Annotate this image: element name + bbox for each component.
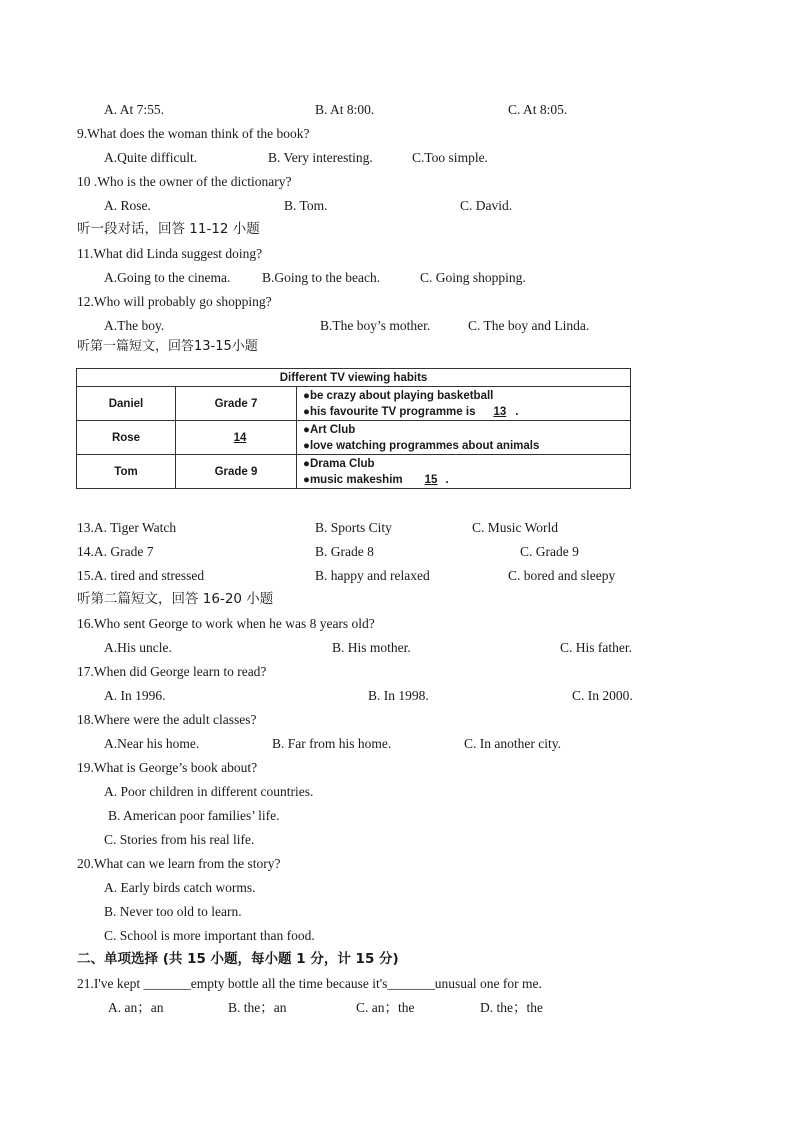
bullet-text: ●Art Club: [303, 423, 356, 436]
q8-option-b: B. At 8:00.: [315, 102, 375, 117]
q17-stem: 17.When did George learn to read?: [77, 664, 267, 679]
q10-option-c: C. David.: [460, 198, 513, 213]
q21-option-a: A. an；an: [108, 1000, 164, 1015]
q12-stem: 12.Who will probably go shopping?: [77, 294, 272, 309]
section-heading-16-20: 听第二篇短文，回答 16-20 小题: [77, 591, 274, 607]
cell-grade-rose: [176, 421, 297, 455]
q19-option-b: B. American poor families’ life.: [108, 808, 280, 823]
q17-option-c: C. In 2000.: [572, 688, 633, 703]
q11-option-c: C. Going shopping.: [420, 270, 526, 285]
q14-option-c: C. Grade 9: [520, 544, 579, 559]
q21-stem: [77, 976, 542, 992]
q15-option-a: 15.A. tired and stressed: [77, 568, 205, 583]
bullet-text: ●his favourite TV programme is: [303, 405, 476, 418]
table-header-row: [77, 369, 631, 387]
q8-option-c: C. At 8:05.: [508, 102, 568, 117]
answer-blank-14: 14: [233, 431, 247, 444]
section-heading-single-choice: 二、单项选择 (共 15 小题，每小题 1 分，计 15 分): [77, 951, 399, 967]
q19-option-c: C. Stories from his real life.: [104, 832, 255, 847]
q20-option-b: B. Never too old to learn.: [104, 904, 242, 919]
table-row-rose: [77, 421, 631, 455]
q15-option-b: B. happy and relaxed: [315, 568, 430, 583]
q13-option-c: C. Music World: [472, 520, 559, 535]
q21-option-c: C. an；the: [356, 1000, 415, 1015]
q8-option-a: A. At 7:55.: [104, 102, 165, 117]
q13-option-b: B. Sports City: [315, 520, 392, 535]
q10-option-b: B. Tom.: [284, 198, 328, 213]
bullet-line: [303, 404, 624, 420]
cell-grade-tom: Grade 9: [176, 455, 297, 489]
q9-option-c: C.Too simple.: [412, 150, 488, 165]
q16-option-b: B. His mother.: [332, 640, 411, 655]
q12-option-a: A.The boy.: [104, 318, 165, 333]
table-title: Different TV viewing habits: [77, 369, 631, 387]
q19-option-a: A. Poor children in different countries.: [104, 784, 314, 799]
q14-option-a: 14.A. Grade 7: [77, 544, 154, 559]
table-row-daniel: [77, 387, 631, 421]
q20-option-a: A. Early birds catch worms.: [104, 880, 256, 895]
cell-name-tom: Tom: [77, 455, 176, 489]
bullet-line: [303, 472, 624, 488]
q20-stem: 20.What can we learn from the story?: [77, 856, 281, 871]
tv-habits-table: [76, 368, 631, 489]
q10-option-a: A. Rose.: [104, 198, 151, 213]
q21-stem-part: unusual one for me.: [434, 976, 542, 991]
answer-blank-13: 13: [493, 405, 507, 418]
q12-option-b: B.The boy’s mother.: [320, 318, 431, 333]
q18-option-a: A.Near his home.: [104, 736, 200, 751]
q18-stem: 18.Where were the adult classes?: [77, 712, 257, 727]
q16-option-c: C. His father.: [560, 640, 632, 655]
q11-option-b: B.Going to the beach.: [262, 270, 381, 285]
q21-blank-2: _______: [387, 976, 435, 991]
q21-blank-1: _______: [143, 976, 191, 991]
q18-option-b: B. Far from his home.: [272, 736, 392, 751]
bullet-text: ●be crazy about playing basketball: [303, 389, 494, 402]
q14-option-b: B. Grade 8: [315, 544, 374, 559]
q17-option-b: B. In 1998.: [368, 688, 429, 703]
q19-stem: 19.What is George’s book about?: [77, 760, 258, 775]
q21-stem-part: 21.I've kept: [77, 976, 144, 991]
q16-option-a: A.His uncle.: [104, 640, 172, 655]
bullet-text: ●love watching programmes about animals: [303, 439, 540, 452]
q10-stem: 10 .Who is the owner of the dictionary?: [77, 174, 292, 189]
section-heading-11-12: 听一段对话，回答 11-12 小题: [77, 221, 260, 237]
bullet-period: .: [445, 473, 449, 486]
q9-option-a: A.Quite difficult.: [104, 150, 198, 165]
q15-option-c: C. bored and sleepy: [508, 568, 616, 583]
cell-name-rose: Rose: [77, 421, 176, 455]
q9-stem: 9.What does the woman think of the book?: [77, 126, 310, 141]
section-heading-13-15: 听第一篇短文，回答13-15小题: [77, 339, 258, 354]
q17-option-a: A. In 1996.: [104, 688, 166, 703]
q13-option-a: 13.A. Tiger Watch: [77, 520, 177, 535]
q11-stem: 11.What did Linda suggest doing?: [77, 246, 263, 261]
bullet-period: .: [515, 405, 519, 418]
cell-details-rose: [297, 421, 631, 455]
q20-option-c: C. School is more important than food.: [104, 928, 315, 943]
cell-details-daniel: [297, 387, 631, 421]
q21-option-d: D. the；the: [480, 1000, 543, 1015]
q21-stem-part: empty bottle all the time because it's: [190, 976, 388, 991]
q21-option-b: B. the；an: [228, 1000, 287, 1015]
bullet-text: ●Drama Club: [303, 457, 375, 470]
q16-stem: 16.Who sent George to work when he was 8 years old?: [77, 616, 375, 631]
cell-details-tom: [297, 455, 631, 489]
q9-option-b: B. Very interesting.: [268, 150, 373, 165]
table-row-tom: [77, 455, 631, 489]
cell-name-daniel: Daniel: [77, 387, 176, 421]
bullet-text: ●music makeshim: [303, 473, 403, 486]
answer-blank-15: 15: [424, 473, 438, 486]
cell-grade-daniel: Grade 7: [176, 387, 297, 421]
q12-option-c: C. The boy and Linda.: [468, 318, 590, 333]
q18-option-c: C. In another city.: [464, 736, 561, 751]
q11-option-a: A.Going to the cinema.: [104, 270, 231, 285]
